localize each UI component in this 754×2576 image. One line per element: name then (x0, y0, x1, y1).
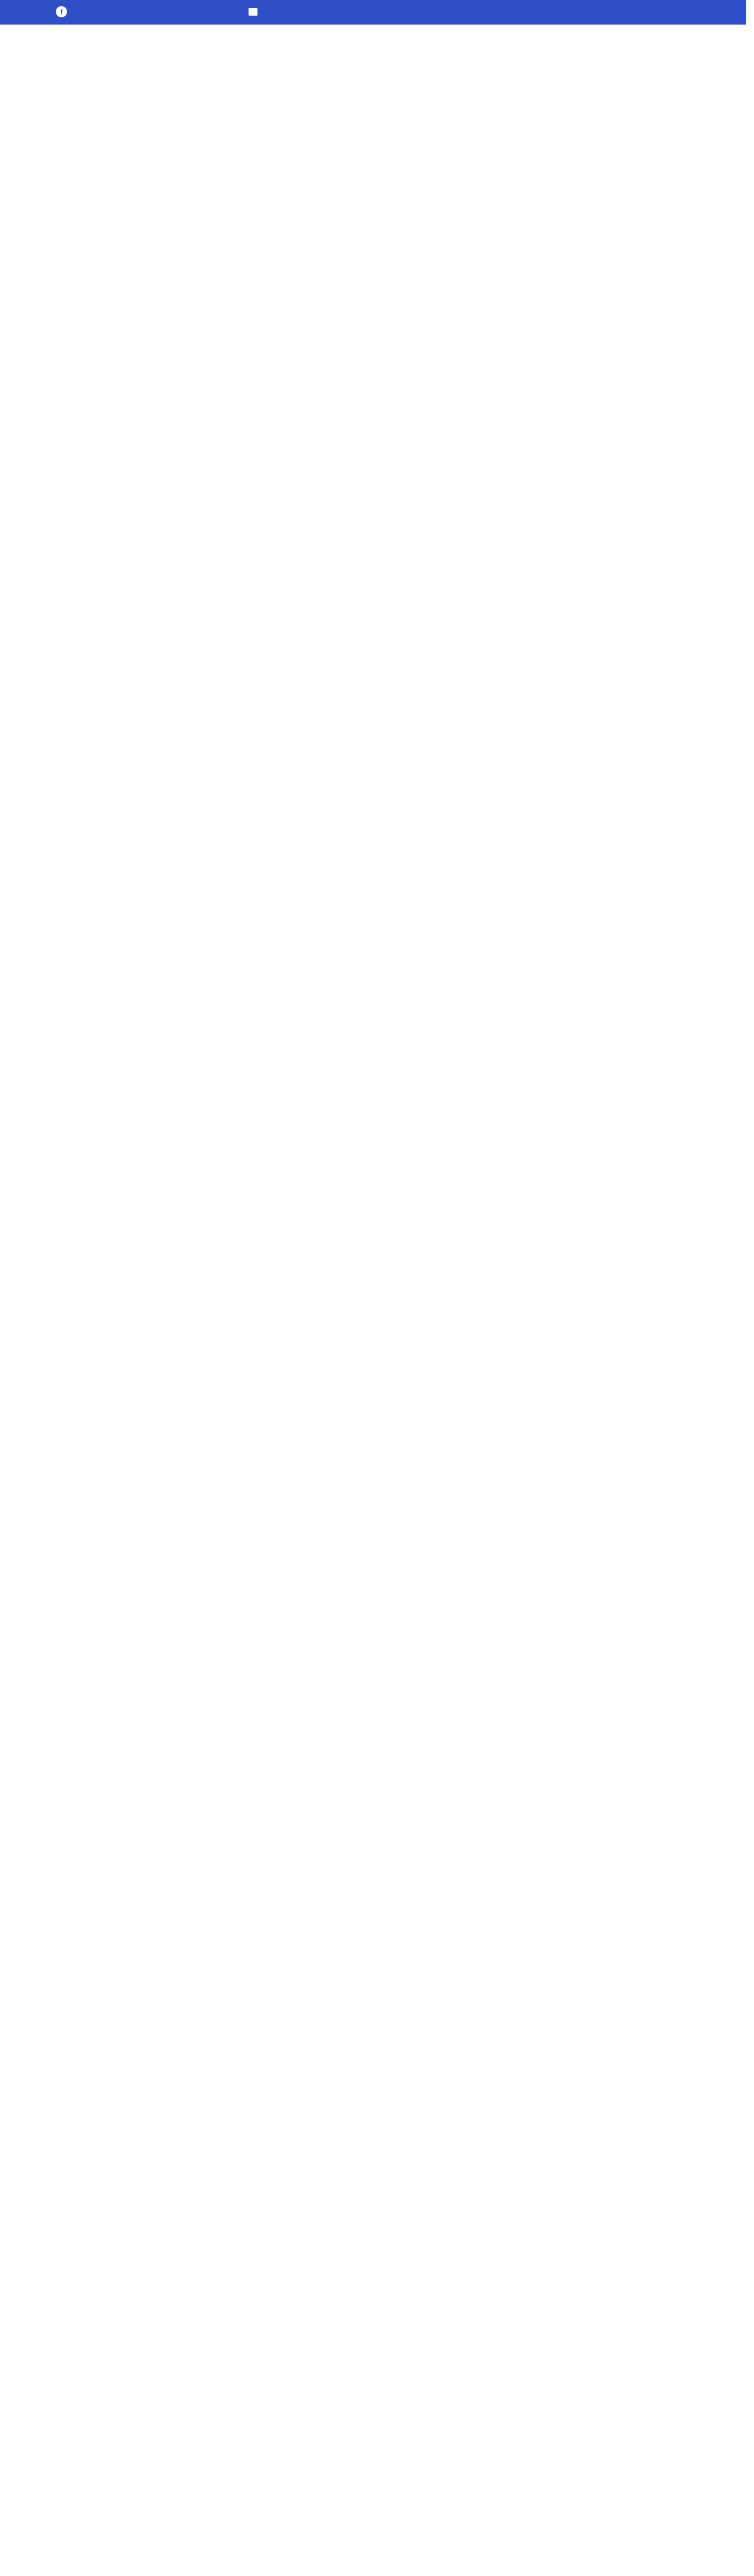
facebook-icon[interactable]: f (56, 6, 67, 17)
contact-topbar (0, 0, 746, 25)
phone-icon (249, 8, 257, 16)
phone-contact-1[interactable] (249, 8, 264, 16)
